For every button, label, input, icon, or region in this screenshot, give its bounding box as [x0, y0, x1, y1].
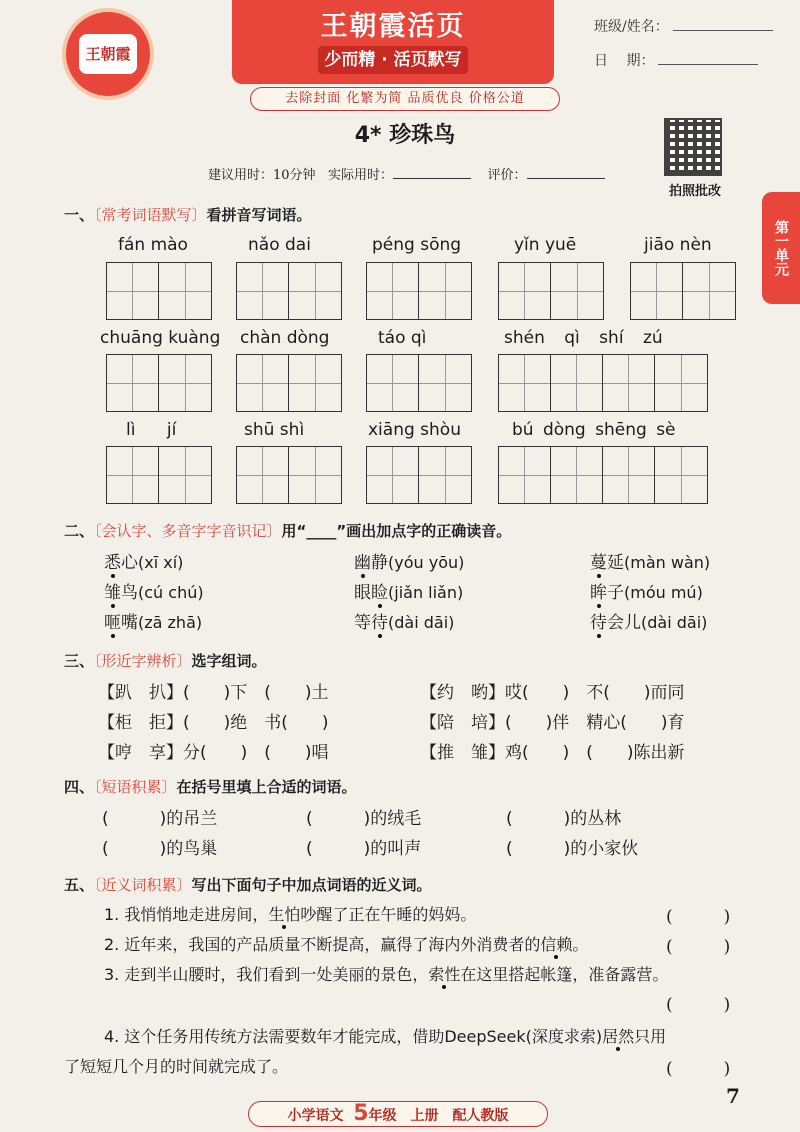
pronunciation-item: 眸子(móu mú) [590, 583, 703, 603]
section-3-instruction: 选字组词。 [191, 652, 267, 670]
writing-grid[interactable] [366, 446, 472, 504]
writing-grid[interactable] [498, 354, 708, 412]
section-2-instruction: 用“____”画出加点字的正确读音。 [281, 522, 512, 540]
pinyin-label: jiāo nèn [644, 235, 712, 255]
pinyin-label: bú dòng shēng sè [512, 420, 676, 440]
class-name-field [594, 16, 773, 36]
pronunciation-item: 雏鸟(cú chú) [104, 583, 204, 603]
suggested-time: 建议用时：10分钟 [208, 168, 316, 183]
brand-logo [62, 8, 154, 100]
section-1-tag: 〔常考词语默写〕 [94, 206, 207, 224]
brand-title: 王朝霞活页 [320, 11, 466, 42]
section-2-heading [64, 520, 511, 541]
answer-blank[interactable]: ( ) [666, 1059, 731, 1079]
pronunciation-options[interactable]: (jiǎn liǎn) [388, 583, 464, 602]
actual-time-label: 实际用时： [327, 168, 393, 183]
footer-grade-text: 年级 上册 配人教版 [368, 1108, 509, 1124]
writing-grid[interactable] [366, 262, 472, 320]
section-4-instruction: 在括号里填上合适的词语。 [176, 778, 357, 796]
synonym-sentence-cont: 了短短几个月的时间就完成了。 [64, 1057, 289, 1076]
section-3-tag: 〔形近字辨析〕 [94, 652, 192, 670]
writing-grid[interactable] [236, 262, 342, 320]
char-choice-row[interactable]: 【约 哟】哎( ) 不( )而同 [420, 683, 685, 703]
synonym-sentence: 4. 这个任务用传统方法需要数年才能完成，借助DeepSeek(深度求索)居然只用 [104, 1027, 667, 1046]
timing-line [208, 164, 605, 183]
writing-grid[interactable] [106, 446, 212, 504]
char-choice-row[interactable]: 【哼 享】分( ) ( )唱 [98, 743, 329, 763]
pinyin-label: chàn dòng [240, 328, 330, 348]
synonym-sentence: 1. 我悄悄地走进房间，生怕吵醒了正在午睡的妈妈。 [104, 905, 477, 924]
phrase-blank[interactable]: ( )的小家伙 [506, 839, 639, 859]
section-1-number: 一、 [64, 206, 95, 224]
pronunciation-item: 咂嘴(zā zhā) [104, 613, 203, 633]
date-blank[interactable] [658, 53, 758, 65]
char-choice-row[interactable]: 【陪 培】( )伴 精心( )育 [420, 713, 685, 733]
logo-text: 王朝霞 [79, 34, 137, 74]
pronunciation-item: 等待(dài dāi) [354, 613, 455, 633]
pinyin-label: nǎo dai [248, 235, 311, 255]
section-5-number: 五、 [64, 876, 95, 894]
writing-grid[interactable] [498, 262, 604, 320]
pinyin-label: lì jí [126, 420, 177, 440]
answer-blank[interactable]: ( ) [666, 995, 731, 1015]
phrase-blank[interactable]: ( )的鸟巢 [102, 839, 218, 859]
answer-blank[interactable]: ( ) [666, 907, 731, 927]
section-5-tag: 〔近义词积累〕 [94, 876, 192, 894]
char-choice-row[interactable]: 【柜 拒】( )绝 书( ) [98, 713, 329, 733]
phrase-blank[interactable]: ( )的吊兰 [102, 809, 218, 829]
section-5-instruction: 写出下面句子中加点词语的近义词。 [191, 876, 432, 894]
qr-code[interactable] [664, 118, 722, 176]
section-2-number: 二、 [64, 522, 95, 540]
section-4-heading [64, 776, 357, 797]
pinyin-label: péng sōng [372, 235, 462, 255]
lesson-title: 4* 珍珠鸟 [354, 123, 456, 148]
pronunciation-options[interactable]: (yóu yōu) [388, 553, 465, 572]
date-label: 日 期： [594, 53, 655, 69]
pronunciation-item: 蔓延(màn wàn) [590, 553, 711, 573]
synonym-sentence: 2. 近年来，我国的产品质量不断提高，赢得了海内外消费者的信赖。 [104, 935, 589, 954]
writing-grid[interactable] [630, 262, 736, 320]
pronunciation-item: 眼睑(jiǎn liǎn) [354, 583, 464, 603]
writing-grid[interactable] [106, 262, 212, 320]
brand-subtitle: 少而精 · 活页默写 [318, 46, 468, 74]
footer-grade-number: 5 [353, 1101, 369, 1126]
synonym-sentence: 3. 走到半山腰时，我们看到一处美丽的景色，索性在这里搭起帐篷，准备露营。 [104, 965, 669, 984]
pronunciation-options[interactable]: (cú chú) [138, 583, 204, 602]
pinyin-label: yǐn yuē [514, 235, 577, 255]
pinyin-label: shén qì shí zú [504, 328, 663, 348]
section-5-heading [64, 874, 432, 895]
pronunciation-item: 悉心(xī xí) [104, 553, 184, 573]
section-3-heading [64, 650, 267, 671]
class-name-blank[interactable] [673, 19, 773, 31]
pronunciation-options[interactable]: (zā zhā) [138, 613, 203, 632]
char-choice-row[interactable]: 【趴 扒】( )下 ( )土 [98, 683, 329, 703]
section-4-tag: 〔短语积累〕 [94, 778, 177, 796]
section-3-number: 三、 [64, 652, 95, 670]
footer-subject: 小学语文 [287, 1108, 344, 1124]
char-choice-row[interactable]: 【推 雏】鸡( ) ( )陈出新 [420, 743, 685, 763]
writing-grid[interactable] [106, 354, 212, 412]
pronunciation-options[interactable]: (xī xí) [138, 553, 184, 572]
section-1-instruction: 看拼音写词语。 [206, 206, 312, 224]
phrase-blank[interactable]: ( )的丛林 [506, 809, 622, 829]
footer-band [248, 1101, 548, 1127]
page-number: 7 [726, 1084, 740, 1108]
qr-caption: 拍照批改 [668, 184, 721, 199]
section-1-heading [64, 204, 312, 225]
writing-grid[interactable] [498, 446, 708, 504]
pronunciation-item: 幽静(yóu yōu) [354, 553, 465, 573]
writing-grid[interactable] [366, 354, 472, 412]
class-name-label: 班级/姓名： [594, 19, 669, 35]
answer-blank[interactable]: ( ) [666, 937, 731, 957]
pinyin-label: shū shì [244, 420, 305, 440]
pronunciation-options[interactable]: (dài dāi) [641, 613, 708, 632]
pinyin-label: fán mào [118, 235, 188, 255]
pinyin-label: chuāng kuàng [100, 328, 221, 348]
phrase-blank[interactable]: ( )的绒毛 [306, 809, 422, 829]
slogan: 去除封面 化繁为简 品质优良 价格公道 [250, 87, 560, 111]
phrase-blank[interactable]: ( )的叫声 [306, 839, 422, 859]
actual-time-blank[interactable] [393, 169, 471, 179]
date-field [594, 50, 758, 70]
writing-grid[interactable] [236, 446, 342, 504]
unit-tab: 第一单元 [762, 192, 800, 304]
writing-grid[interactable] [236, 354, 342, 412]
rating-label: 评价： [487, 168, 527, 183]
pronunciation-item: 待会儿(dài dāi) [590, 613, 708, 633]
pronunciation-options[interactable]: (dài dāi) [388, 613, 455, 632]
rating-blank[interactable] [527, 169, 605, 179]
pinyin-label: xiāng shòu [368, 420, 461, 440]
pronunciation-options[interactable]: (móu mú) [624, 583, 703, 602]
section-4-number: 四、 [64, 778, 95, 796]
pronunciation-options[interactable]: (màn wàn) [624, 553, 711, 572]
pinyin-label: táo qì [378, 328, 427, 348]
section-2-tag: 〔会认字、多音字字音识记〕 [94, 522, 282, 540]
